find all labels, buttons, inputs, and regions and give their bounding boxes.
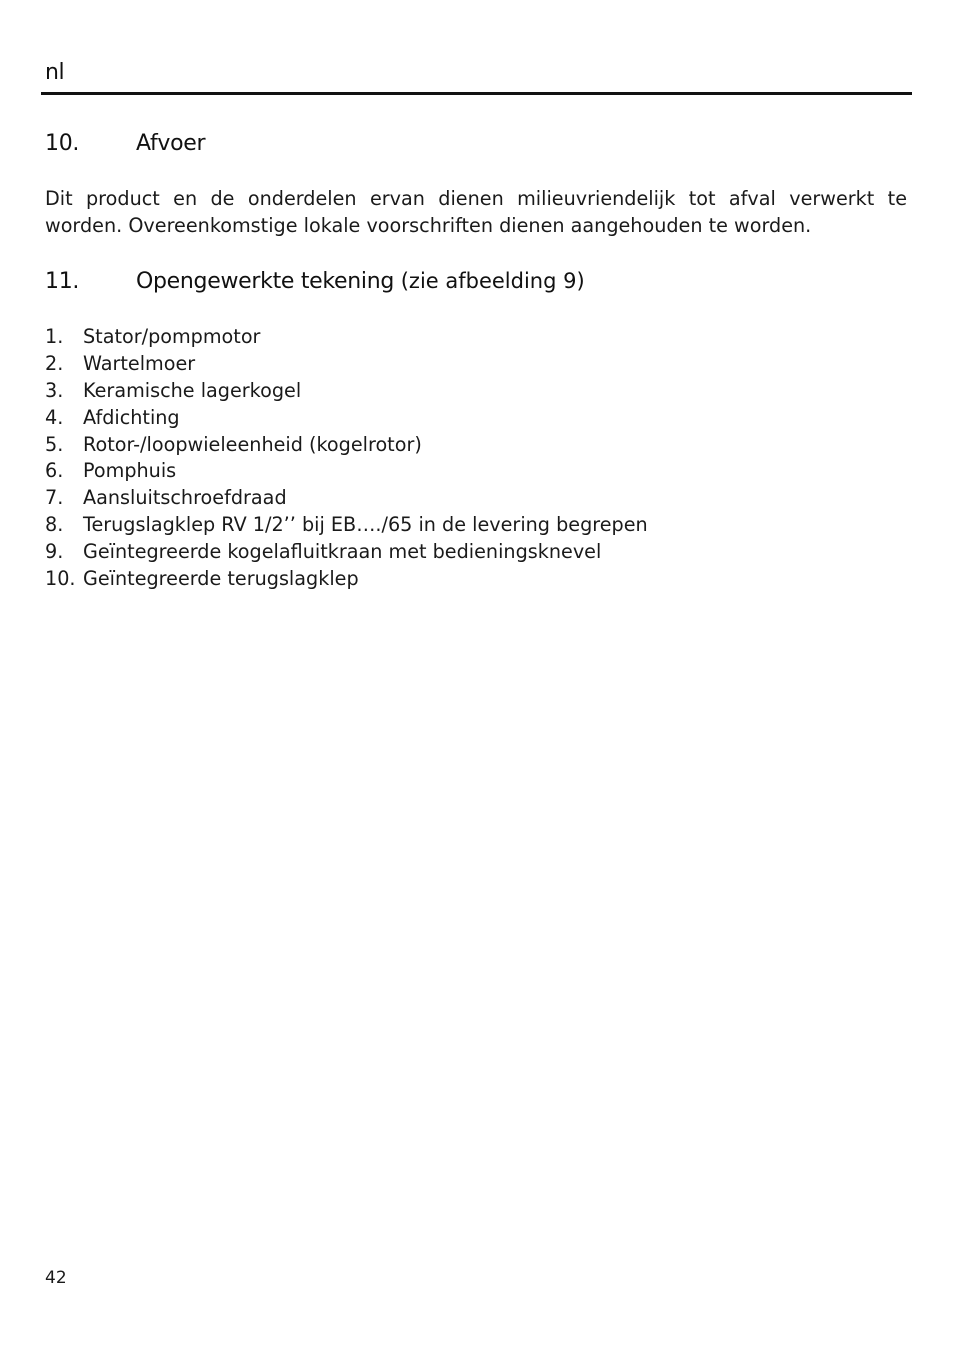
header-rule [41, 92, 912, 95]
list-item-index: 10. [45, 567, 76, 591]
list-item-text: Stator/pompmotor [83, 325, 261, 348]
list-item-index: 7. [45, 486, 64, 510]
list-item [45, 405, 648, 432]
list-item [45, 432, 648, 459]
page-number: 42 [45, 1268, 67, 1288]
list-item-index: 1. [45, 325, 64, 348]
section-title-wrapper [136, 269, 585, 294]
list-item [45, 458, 648, 485]
list-item-index: 4. [45, 405, 64, 429]
section-title: Afvoer [136, 131, 206, 156]
section-number: 11. [45, 269, 80, 294]
list-item [45, 539, 648, 566]
list-item-text: Rotor-/loopwieleenheid (kogelrotor) [83, 432, 422, 456]
disposal-paragraph [45, 185, 907, 239]
list-item-index: 2. [45, 351, 64, 375]
section-number: 10. [45, 131, 80, 156]
list-item-index: 6. [45, 459, 64, 483]
language-label: nl [45, 60, 65, 85]
paragraph: Dit product en de onderdelen ervan dienen milieuvriendelijk tot afval verwerkt te worden. Overeenkomstige lokale voorschriften dienen aangehouden te worden. [45, 187, 907, 237]
list-item-text: Terugslagklep RV 1/2’’ bij EB…./65 in de levering begrepen [83, 513, 648, 537]
section-title-note: (zie afbeelding 9) [394, 269, 585, 293]
list-item-index: 5. [45, 432, 64, 456]
list-item-text: Pomphuis [83, 459, 177, 483]
list-item-text: Geïntegreerde terugslagklep [83, 567, 359, 591]
parts-list [45, 324, 648, 593]
list-item [45, 351, 648, 378]
list-item-index: 3. [45, 378, 64, 402]
list-item [45, 378, 648, 405]
list-item [45, 566, 648, 593]
list-item-text: Afdichting [83, 405, 180, 429]
list-item-text: Wartelmoer [83, 351, 196, 375]
list-item [45, 485, 648, 512]
list-item [45, 512, 648, 539]
list-item-text: Geïntegreerde kogelafluitkraan met bedieningsknevel [83, 540, 602, 564]
list-item-text: Keramische lagerkogel [83, 378, 302, 402]
list-item-index: 8. [45, 513, 64, 537]
section-title: Opengewerkte tekening [136, 269, 395, 294]
list-item-index: 9. [45, 540, 64, 564]
list-item [45, 324, 648, 351]
list-item-text: Aansluitschroefdraad [83, 486, 287, 510]
